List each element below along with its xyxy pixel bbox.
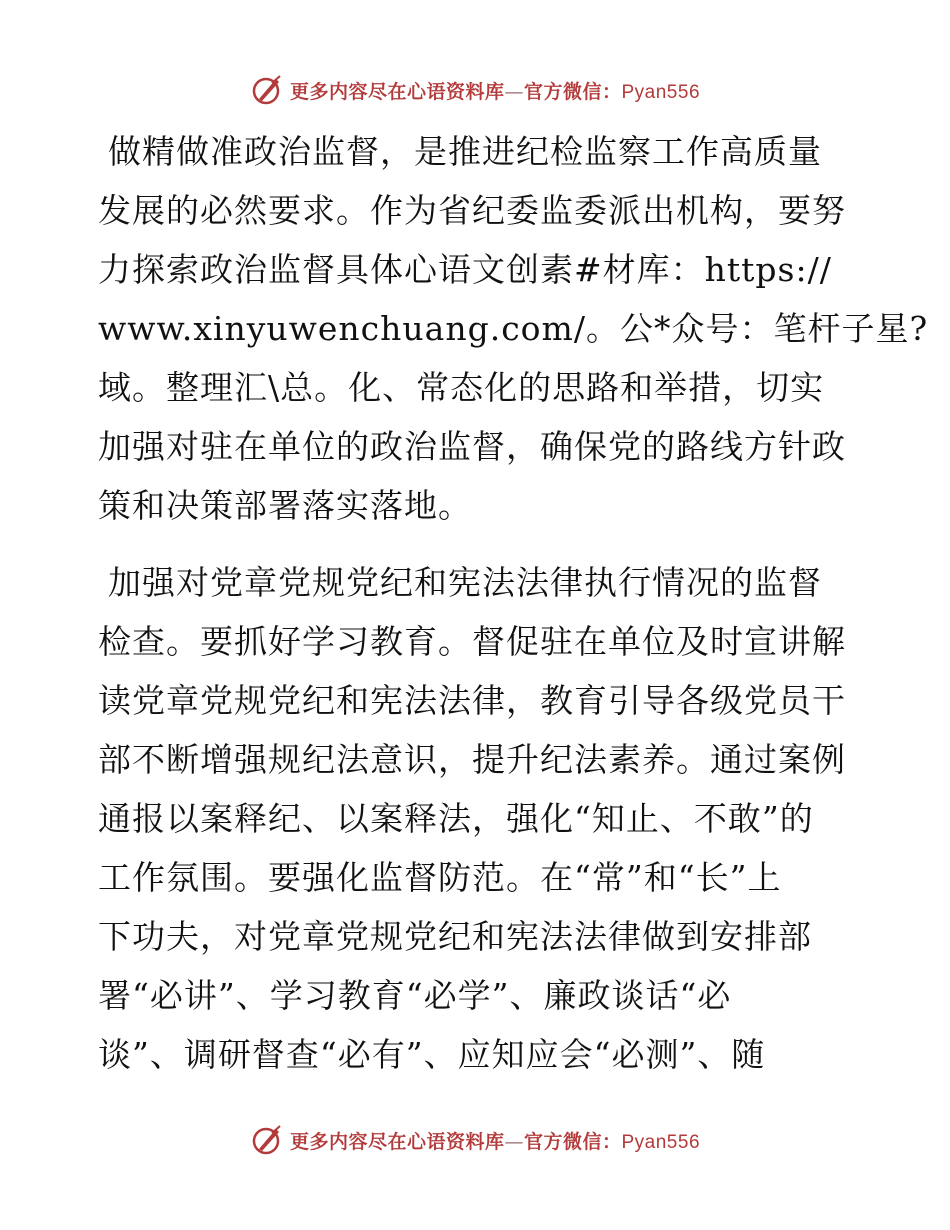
document-body	[98, 122, 929, 1084]
paragraph-line: 策和决策部署落实落地。	[98, 486, 472, 525]
footer-wechat-id: Pyan556	[621, 1131, 701, 1153]
paragraph-line: 谈”、调研督查“必有”、应知应会“必测”、随	[98, 1035, 766, 1074]
quill-logo-icon	[250, 73, 284, 107]
paragraph-line: 加强对党章党规党纪和宪法法律执行情况的监督	[108, 563, 822, 602]
paragraph-line: 下功夫，对党章党规党纪和宪法法律做到安排部	[98, 917, 812, 956]
paragraph-line: 发展的必然要求。作为省纪委监委派出机构，要努	[98, 191, 846, 230]
paragraph-2	[98, 553, 850, 1084]
header-wechat-label: 官方微信：	[523, 80, 622, 103]
quill-logo-icon	[250, 1123, 284, 1157]
paragraph-line: 加强对驻在单位的政治监督，确保党的路线方针政	[98, 427, 846, 466]
paragraph-line: 力探索政治监督具体心语文创素#材库：https://	[98, 250, 832, 289]
paragraph-line: 读党章党规党纪和宪法法律，教育引导各级党员干	[98, 681, 846, 720]
header-banner-text	[290, 77, 700, 104]
footer-banner	[0, 1120, 950, 1160]
footer-site-text: 更多内容尽在心语资料库	[289, 1130, 505, 1153]
header-site-text: 更多内容尽在心语资料库	[289, 80, 505, 103]
footer-banner-text	[290, 1127, 700, 1154]
paragraph-line: 检查。要抓好学习教育。督促驻在单位及时宣讲解	[98, 622, 846, 661]
header-wechat-id: Pyan556	[621, 81, 701, 103]
paragraph-line: 域。整理汇\总。化、常态化的思路和举措，切实	[98, 368, 825, 407]
footer-wechat-label: 官方微信：	[523, 1130, 622, 1153]
paragraph-line: 署“必讲”、学习教育“必学”、廉政谈话“必	[98, 976, 732, 1015]
footer-separator: —	[504, 1130, 524, 1153]
paragraph-line: 部不断增强规纪法意识，提升纪法素养。通过案例	[98, 740, 846, 779]
paragraph-line: 工作氛围。要强化监督防范。在“常”和“长”上	[98, 858, 782, 897]
paragraph-line: 做精做准政治监督，是推进纪检监察工作高质量	[108, 132, 822, 171]
header-separator: —	[504, 80, 524, 103]
paragraph-line: www.xinyuwenchuang.com/。公*众号：笔杆子星?	[98, 309, 929, 348]
paragraph-line: 通报以案释纪、以案释法，强化“知止、不敢”的	[98, 799, 814, 838]
header-banner	[0, 70, 950, 110]
paragraph-1	[98, 122, 929, 535]
